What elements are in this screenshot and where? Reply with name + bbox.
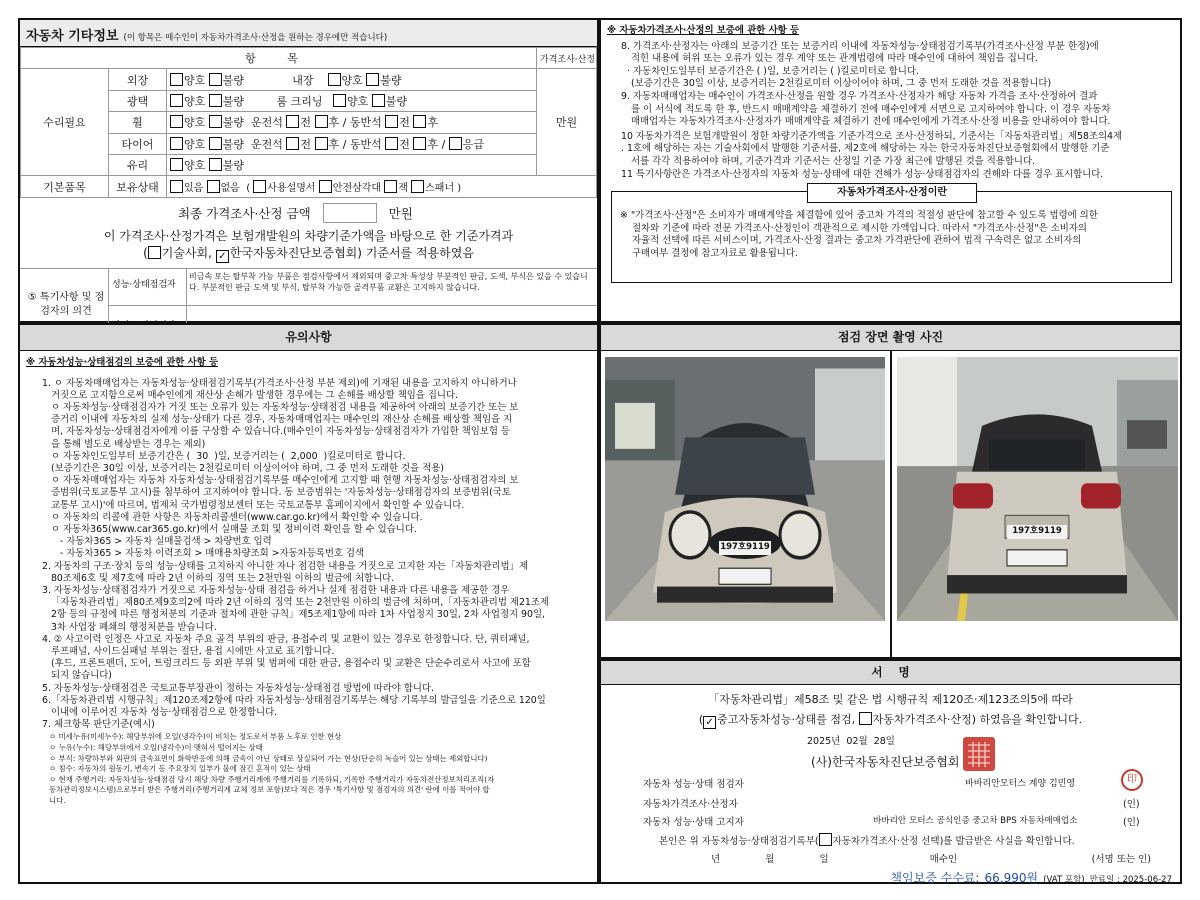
repair-label: 수리필요	[21, 69, 109, 176]
final-amount-label: 최종 가격조사·산정 금액	[178, 205, 311, 221]
buyer-signature: (서명 또는 인)	[1091, 854, 1151, 865]
glass-bad-checkbox[interactable]	[209, 158, 222, 171]
interior-good-checkbox[interactable]	[328, 73, 341, 86]
issue-price-checkbox[interactable]	[819, 833, 832, 846]
org-seal	[963, 737, 995, 771]
tire-row: 양호 불량 운전석 전 후 / 동반석 전 후 / 응급	[167, 133, 537, 154]
notice-line: 거짓으로 고지함으로써 매수인에게 재산상 손해가 발생한 경우에는 그 손해를 배상할 책임을 집니다.	[42, 389, 459, 401]
wheel-driver-front-checkbox[interactable]	[286, 115, 299, 128]
glass-row: 양호 불량	[167, 154, 537, 175]
notice-criteria-line: ㅇ 현재 주행거리: 자동차성능·상태점검 당시 해당 차량 주행거리계에 주행거리를 기록하되, 기록한 주행거리가 자동차전산정보처리조직(자	[42, 774, 495, 784]
etc-table	[20, 47, 597, 198]
used-car-inspection-checkbox[interactable]: ✓	[703, 716, 716, 729]
special-label: ⑤ 특기사항 및 점검자의 의견	[27, 291, 105, 317]
room-clean-bad-checkbox[interactable]	[372, 94, 385, 107]
notice-line: 3차 사업장 폐쇄의 행정처분을 받습니다.	[42, 621, 217, 633]
tire-passenger-front-checkbox[interactable]	[385, 137, 398, 150]
price-survey-checkbox[interactable]	[859, 712, 872, 725]
wheel-bad-checkbox[interactable]	[209, 115, 222, 128]
notice-line: 증거리 이내에 자동차의 실제 성능·상태가 다른 경우, 자동차매매업자는 매수인의 재산상 손해를 배상할 책임을 지	[42, 414, 513, 426]
notice-line: 6.「자동차관리법 시행규칙」제120조제2항에 따라 자동차성능·상태점검기록부는 해당 기록부의 발급일을 기준으로 120일	[42, 694, 546, 706]
tire-driver-rear-checkbox[interactable]	[315, 137, 328, 150]
col-price-header: 가격조사·산정	[537, 48, 597, 69]
rear-photo	[897, 357, 1178, 621]
notice-criteria-line: ㅇ 부식: 차량하부와 외판의 금속표면이 화학반응에 의해 금속이 아닌 상태로 상실되어 가는 현상(단순히 녹슬어 있는 상태는 제외합니다)	[42, 753, 488, 763]
kadgc-checkbox[interactable]: ✓	[216, 250, 229, 263]
photos-panel	[599, 323, 1182, 659]
notice-line: 3. 자동차성능·상태점검자가 거짓으로 자동차성능·상태 점검을 하거나 실제 점검한 내용과 다른 내용을 제공한 경우	[42, 585, 510, 597]
notice-heading: ※ 자동차성능·상태점검의 보증에 관한 사항 등	[26, 357, 219, 368]
fee-value: 66,990원	[984, 871, 1039, 885]
tire-passenger-rear-checkbox[interactable]	[413, 137, 426, 150]
final-amount-box[interactable]	[323, 203, 377, 223]
exterior-row: 양호 불량 내장 양호 불량	[167, 69, 537, 90]
issue-confirm: 본인은 위 자동차성능·상태점검기록부( 자동차가격조사·산정 선택)를 발급받은 사실을 확인합니다.	[659, 833, 1075, 847]
manual-checkbox[interactable]	[253, 180, 266, 193]
notice-line: - 자동차365 > 자동차 실매물검색 > 차량번호 입력	[42, 536, 272, 548]
tire-bad-checkbox[interactable]	[209, 137, 222, 150]
fee-vat: (VAT 포함)	[1043, 875, 1085, 885]
front-photo	[605, 357, 885, 621]
notice-line: ㅇ 자동차성능·상태점검자가 거짓 또는 오류가 있는 자동차성능·상태점검 내용을 제공하여 아래의 보증기간 또는 보	[42, 402, 519, 413]
amount-unit: 만원	[537, 69, 597, 176]
buyer-label: 매수인	[929, 854, 958, 865]
wheel-passenger-front-checkbox[interactable]	[385, 115, 398, 128]
sign-line1: 「자동차관리법」제58조 및 같은 법 시행규칙 제120조·제123조의5에 따라	[708, 693, 1073, 706]
price-warranty-panel: ※ 자동차가격조사·산정의 보증에 관한 사항 등 8. 가격조사·산정자는 아래의 보증기간 또는 보증거리 이내에 자동차성능·상태점검기록부(가격조사·산정 부분 한정)에 적힌 내용에 허위 또는 오류가 있는 경우 계약 또는 관계법령에 따라 매수인에 대하여 책임을 집니다. · 자동차인도일부터 보증기간은 ( )일, 보증거리는 ( )킬로미터로 합니다. (보증기간은 30일 이상, 보증거리는 2천킬로미터 이상이어야 하며, 그 중 먼저 도래한 것을 적용합니다) 9. 자동차매매업자는 매수인이 가격조사·산정을 원할 경우 가격조사·산정자가 해당 자동차 가격을 조사·산정하여 결과 를 이 서식에 적도록 한 후, 반드시 매매계약을 체결하기 전에 매수인에게 서면으로 고지하여야 합니다. 이 경우 자동차 매매업자는 자동차가격조사·산정자가 매매계약을 체결하기 전에 매수인에게 가격조사·산정 비용을 안내하여야 합니다. 10 자동차가격은 보험개발원이 정한 차량기준가액을 기준가격으로 조사·산정하되, 기준서는「자동차관리법」제58조의4제 . 1호에 해당하는 자는 기술사회에서 발행한 기준서를, 제2호에 해당하는 자는 한국자동차진단보증협회에서 발행한 기준 서를 각각 적용하여야 하며, 기준가격과 기준서는 산정일 기준 가장 최근에 발행된 것을 적용합니다. 11 특기사항란은 가격조사·산정자의 자동차 성능·상태에 대한 견해가 성능·상태점검자의 견해와 다를 경우 표시합니다. 자동차가격조사·산정이란 ※ "가격조사·산정"은 소비자가 매매계약을 체결함에 있어 중고차 가격의 적절성 판단에 참고할 수 있도록 법령에 의한 절차와 기준에 따라 전문 가격조사·산정인이 객관적으로 제시한 가액입니다. 따라서 "가격조사·산정"은 소비자의 자율적 선택에 따른 서비스이며, 가격조사·산정 결과는 중고차 가격판단에 관하여 법적 구속력은 없고 소비자의 구매여부 결정에 참고자료로 활용됩니다.	[599, 18, 1182, 323]
notice-line: 1. ㅇ 자동차매매업자는 자동차성능·상태점검기록부(가격조사·산정 부분 제외)에 기재된 내용을 고지하지 아니하거나	[42, 377, 517, 389]
wheel-driver-rear-checkbox[interactable]	[315, 115, 328, 128]
front-plate: 197호9119	[719, 541, 771, 555]
notice-criteria	[20, 731, 597, 806]
basic-label: 기본품목	[21, 176, 109, 197]
tire-label: 타이어	[109, 133, 167, 154]
notice-line: 80조제6호 및 제7호에 따라 2년 이하의 징역 또는 2천만원 이하의 벌금에 처합니다.	[42, 572, 395, 584]
spanner-checkbox[interactable]	[411, 180, 424, 193]
glass-label: 유리	[109, 154, 167, 175]
notice-line: 5. 자동차성능·상태점검은 국토교통부장관이 정하는 자동차성능·상태점검 방법에 따라야 합니다.	[42, 682, 434, 694]
possession-label: 보유상태	[109, 176, 167, 197]
perf-inspector-label: 성능·상태점검자	[112, 279, 176, 290]
notice-criteria-line: ㅇ 침수: 자동차의 원동기, 변속기 등 주요장치 일부가 물에 잠긴 흔적이 있는 상태	[42, 764, 311, 774]
inspector-seal: 印	[1121, 769, 1143, 791]
notice-line: 루프패널, 사이드실패널 부위는 절단, 용접 시에만 사고로 표기합니다.	[42, 646, 335, 658]
etc-info-panel	[18, 18, 599, 323]
notice-line: 며, 자동차성능·상태점검자에게 이를 구상할 수 있습니다.(매수인이 자동차성능·상태점검자가 가입한 책임보험 등	[42, 426, 510, 438]
notice-line: - 자동차365 > 자동차 이력조회 > 매매용차량조회 >자동차등록번호 검색	[42, 548, 365, 560]
tire-good-checkbox[interactable]	[170, 137, 183, 150]
notice-panel	[18, 323, 599, 884]
gloss-label: 광택	[109, 90, 167, 111]
possession-row: 있음 없음 ( 사용설명서 안전삼각대 잭 스패너 )	[167, 176, 597, 197]
jack-checkbox[interactable]	[384, 180, 397, 193]
notice-criteria-line: ㅇ 누유(누수): 해당부위에서 오일(냉각수)이 맺혀서 떨어지는 상태	[42, 743, 263, 753]
col-item-header: 항 목	[21, 48, 537, 69]
room-clean-good-checkbox[interactable]	[333, 94, 346, 107]
notice-line: 2. 자동차의 구조·장치 등의 성능·상태를 고지하지 아니한 자나 점검한 내용을 거짓으로 고지한 자는「자동차관리법」제	[42, 560, 529, 572]
notice-line: 2항 등의 규정에 따른 행정처분의 기준과 절차에 관한 규칙」제5조제1항에 따라 1차 사업정지 30일, 2차 사업정지 90일,	[42, 609, 546, 621]
fee-row	[890, 867, 1172, 886]
notice-line: ㅇ 자동차의 리콜에 관한 사항은 자동차리콜센터(www.car.go.kr)에서 확인할 수 있습니다.	[42, 511, 423, 523]
etc-note: (이 항목은 매수인이 자동차가격조사·산정을 원하는 경우에만 적습니다)	[123, 33, 388, 43]
tech-society-checkbox[interactable]	[148, 246, 161, 259]
interior-label: 내장	[292, 73, 314, 87]
notice-title: 유의사항	[20, 325, 597, 351]
what-is-title: 자동차가격조사·산정이란	[807, 183, 977, 203]
sign-row3-seal: (인)	[1123, 817, 1140, 828]
have-checkbox[interactable]	[170, 180, 183, 193]
glass-good-checkbox[interactable]	[170, 158, 183, 171]
none-checkbox[interactable]	[207, 180, 220, 193]
exterior-bad-checkbox[interactable]	[209, 73, 222, 86]
notice-line: ㅇ 자동차인도일부터 보증기간은 ( 30 )일, 보증거리는 ( 2,000 )킬로미터로 합니다.	[42, 450, 406, 462]
notice-line: 이내에 이루어진 자동차 성능·상태점검으로 한정합니다.	[42, 707, 278, 719]
rear-plate: 197호9119	[1007, 525, 1067, 539]
fee-expiry: 만료일 : 2025-06-27	[1089, 875, 1172, 885]
notice-line: 증범위(국토교통부 고시)를 첨부하여 고지하여야 합니다. 동 보증범위는 '자동차성능·상태점검자의 보증범위(국토	[42, 487, 511, 499]
perf-inspector-text: 비금속 또는 탈부착 가능 부품은 점검사항에서 제외되며 중고차 특성상 부분적인 판금, 도색, 부식은 있을 수 있습니다. 부분적인 판금 도색 및 부식, 탈부착 가능한 골격부품 교환은 고지하지 않습니다.	[189, 271, 588, 292]
notice-line: 4. ② 사고이력 인정은 사고로 자동차 주요 골격 부위의 판금, 용접수리 및 교환이 있는 경우로 한정합니다. 단, 쿼터패널,	[42, 633, 530, 645]
fee-label: 책임보증 수수료:	[890, 871, 980, 885]
price-warranty-heading: ※ 자동차가격조사·산정의 보증에 관한 사항 등	[607, 25, 800, 36]
gloss-row: 양호 불량 룸 크리닝 양호 불량	[167, 90, 537, 111]
notice-line: ㅇ 자동차매매업자는 자동차 자동차성능·상태점검기록부를 매수인에게 고지할 때 현행 자동차성능·상태점검자의 보	[42, 475, 519, 487]
triangle-checkbox[interactable]	[319, 180, 332, 193]
photos-title: 점검 장면 촬영 사진	[601, 325, 1180, 351]
sign-line2: ( ✓ 중고자동차성능·상태를 점검, 자동차가격조사·산정) 하였음을 확인합니다.	[698, 713, 1083, 728]
wheel-label: 휠	[109, 112, 167, 133]
sign-org: (사)한국자동차진단보증협회	[811, 755, 960, 769]
sign-row2-seal: (인)	[1123, 799, 1140, 810]
wheel-good-checkbox[interactable]	[170, 115, 183, 128]
exterior-good-checkbox[interactable]	[170, 73, 183, 86]
tire-driver-front-checkbox[interactable]	[286, 137, 299, 150]
basis-text: 이 가격조사·산정가격은 보험개발원의 차량기준가액을 바탕으로 한 기준가격과 ( 기술사회, ✓ 한국자동차진단보증협회) 기준서를 적용하였음	[103, 228, 514, 262]
notice-lines	[20, 370, 597, 732]
etc-title: 자동차 기타정보	[26, 29, 119, 44]
tire-emergency-checkbox[interactable]	[449, 137, 462, 150]
notice-line: 7. 체크항목 판단기준(예시)	[42, 719, 155, 731]
interior-bad-checkbox[interactable]	[366, 73, 379, 86]
exterior-label: 외장	[109, 69, 167, 90]
sign-row1-label: 자동차 성능·상태 점검자	[643, 779, 744, 790]
sign-date: 2025년 02월 28일	[807, 736, 895, 747]
signature-panel	[599, 659, 1182, 884]
notice-line: 되지 않습니다)	[42, 670, 112, 682]
notice-line: ㅇ 자동차365(www.car365.go.kr)에서 실매물 조회 및 정비이력 확인을 할 수 있습니다.	[42, 524, 417, 536]
notice-line: 교통부 고시)'에 따르며, 법제처 국가법령정보센터 또는 국토교통부 홈페이지에서 확인할 수 있습니다.	[42, 499, 465, 511]
notice-line: 「자동차관리법」제80조제9호의2에 따라 2년 이하의 징역 또는 2천만원 이하의 벌금에 처하며,「자동차관리법 제21조제	[42, 597, 549, 609]
wheel-row: 양호 불량 운전석 전 후 / 동반석 전 후	[167, 112, 537, 133]
notice-line: 을 통해 별도로 배상받는 경우는 제외)	[42, 438, 206, 450]
room-clean-label: 룸 크리닝	[276, 94, 323, 108]
gloss-good-checkbox[interactable]	[170, 94, 183, 107]
signature-title: 서 명	[601, 661, 1180, 685]
wheel-passenger-rear-checkbox[interactable]	[413, 115, 426, 128]
notice-criteria-line: 니다.	[42, 796, 66, 806]
gloss-bad-checkbox[interactable]	[209, 94, 222, 107]
what-is-box: 자동차가격조사·산정이란 ※ "가격조사·산정"은 소비자가 매매계약을 체결함에 있어 중고차 가격의 적절성 판단에 참고할 수 있도록 법령에 의한 절차와 기준에 따라 전문 가격조사·산정인이 객관적으로 제시한 가액입니다. 따라서 "가격조사·산정"은 소비자의 자율적 선택에 따른 서비스이며, 가격조사·산정 결과는 중고차 가격판단에 관하여 법적 구속력은 없고 소비자의 구매여부 결정에 참고자료로 활용됩니다.	[611, 191, 1172, 283]
final-amount-unit: 만원	[388, 205, 413, 221]
notice-line: (보증기간은 30일 이상, 보증거리는 2천킬로미터 이상이어야 하며, 그 중 먼저 도래한 것을 적용)	[42, 463, 444, 475]
notice-criteria-line: 동차관리정보시스템)으로부터 받은 주행거리(주행거리계 교체 정보 포함)보다 적은 경우 '특기사항 및 점검자의 의견' 란에 이를 적어야 합	[42, 785, 490, 795]
notice-line: (후드, 프론트펜더, 도어, 트렁크리드 등 외판 부위 및 범퍼에 대한 판금, 용접수리 및 교환은 단순수리로서 사고에 포함	[42, 658, 531, 670]
sign-row3-label: 자동차 성능·상태 고지자	[643, 817, 744, 828]
buyer-date-row: 년 월 일 매수인 (서명 또는 인)	[711, 851, 1171, 865]
sign-row1-value: 바바리안모터스 계양 김민영	[965, 779, 1076, 789]
sign-row3-value: 바바리안 모터스 공식인증 중고차 BPS 자동차매매업소	[873, 816, 1078, 826]
sign-row2-label: 자동차가격조사·산정자	[643, 799, 738, 810]
final-amount-row	[20, 198, 597, 228]
notice-criteria-line: ㅇ 미세누유(미세누수): 해당부위에 오일(냉각수)이 비치는 정도로서 부품 노후로 인한 현상	[42, 732, 342, 742]
